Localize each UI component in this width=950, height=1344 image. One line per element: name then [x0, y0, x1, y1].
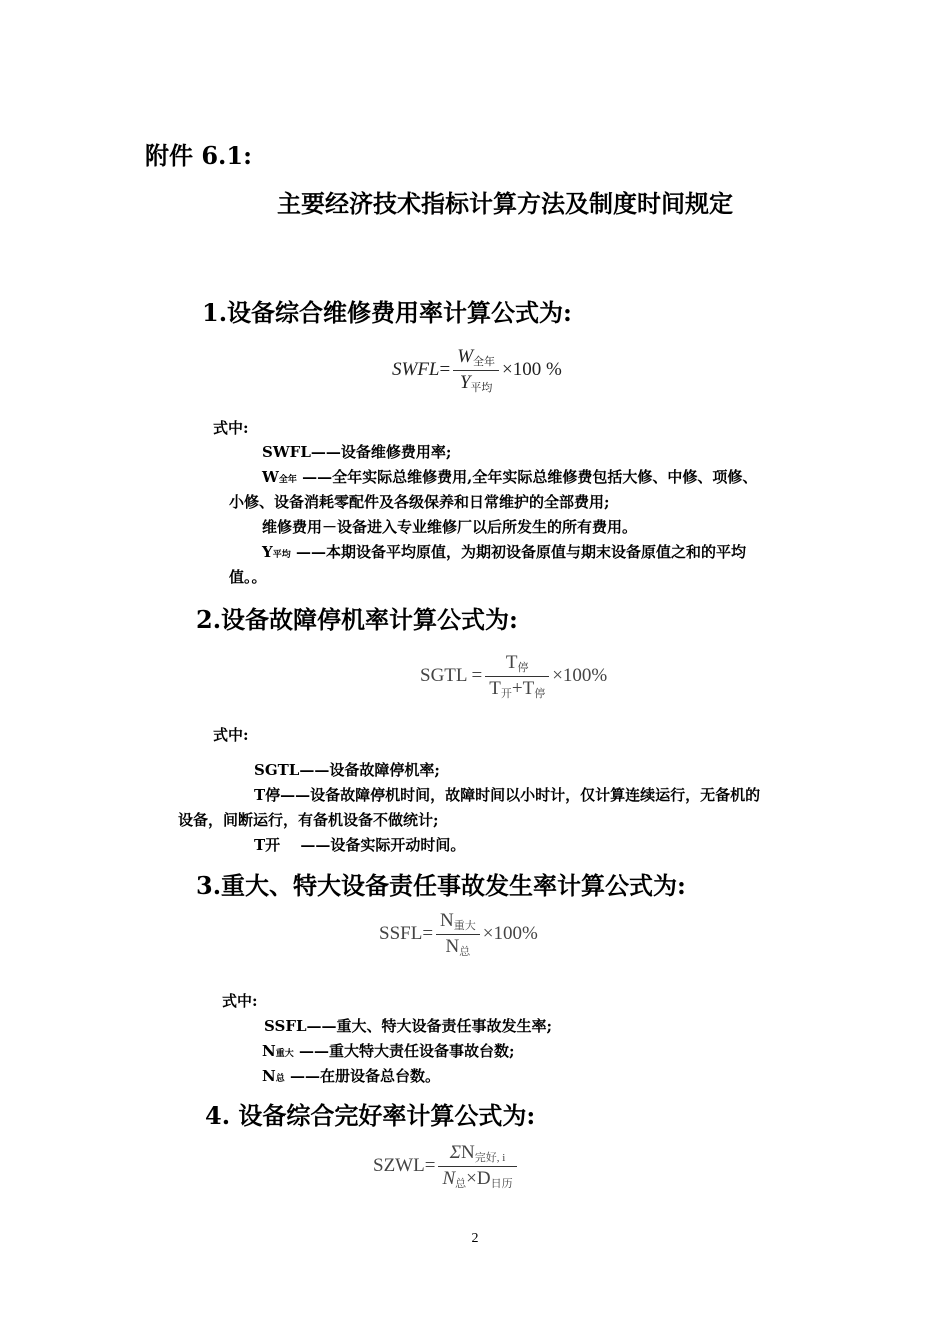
definition-line: 维修费用－设备进入专业维修厂以后所发生的所有费用。 — [262, 518, 638, 536]
document-title: 主要经济技术指标计算方法及制度时间规定 — [277, 189, 733, 218]
definition-line: 设备，间断运行，有备机设备不做统计; — [178, 811, 439, 829]
definition-line: T停——设备故障停机时间，故障时间以小时计，仅计算连续运行，无备机的 — [254, 786, 761, 804]
numerator-subscript: 完好, i — [474, 1152, 506, 1164]
definition-line: N总 ——在册设备总台数。 — [262, 1067, 440, 1085]
formula-multiplier: ×100 % — [502, 358, 562, 380]
denominator-subscript: 平均 — [470, 382, 493, 394]
section-4-heading: 4. 设备综合完好率计算公式为: — [205, 1101, 536, 1130]
attachment-label: 附件 6.1: — [145, 141, 252, 170]
numerator-subscript: 停 — [517, 662, 529, 674]
formula-fraction — [453, 346, 499, 395]
formula-equals: = — [439, 358, 451, 380]
numerator-subscript: 全年 — [473, 356, 496, 368]
denominator-symbol: Y — [459, 372, 471, 393]
formula-swfl — [392, 346, 562, 395]
definition-line: SSFL——重大、特大设备责任事故发生率; — [264, 1017, 553, 1035]
numerator-symbol: N — [440, 910, 454, 931]
definition-line: Y平均 ——本期设备平均原值，为期初设备原值与期末设备原值之和的平均 — [262, 543, 746, 561]
formula-lhs: SZWL — [373, 1154, 425, 1176]
formula-lhs: SWFL — [392, 358, 440, 380]
formula-sgtl — [420, 652, 607, 701]
formula-fraction: $\frac{\text{T停}}{\text{T开+T停}}$ — [485, 652, 549, 701]
section-3-heading: 3.重大、特大设备责任事故发生率计算公式为: — [196, 871, 686, 900]
denominator-symbol: N — [445, 936, 460, 957]
formula-multiplier: ×100% — [552, 664, 608, 686]
definition-line: 值。。 — [229, 568, 267, 586]
formula-szwl — [373, 1142, 520, 1191]
formula-fraction — [436, 910, 480, 959]
numerator-subscript: 重大 — [453, 920, 476, 932]
definition-line: 小修、设备消耗零配件及各级保养和日常维护的全部费用; — [229, 493, 610, 511]
page-number: 2 — [471, 1231, 479, 1246]
formula-ssfl — [379, 910, 538, 959]
section-2-heading: 2.设备故障停机率计算公式为: — [196, 605, 518, 634]
definition-line: T开 ——设备实际开动时间。 — [254, 836, 466, 854]
section-2-shizhong: 式中: — [213, 726, 249, 744]
formula-equals: = — [422, 922, 434, 944]
formula-multiplier: ×100% — [482, 922, 538, 944]
numerator-symbol: N — [461, 1142, 475, 1163]
formula-lhs: SSFL — [379, 922, 423, 944]
formula-equals: = — [471, 664, 483, 686]
formula-lhs: SGTL — [420, 664, 467, 686]
denominator-subscript: 总 — [459, 946, 471, 958]
numerator-symbol: W — [457, 346, 474, 367]
section-3-shizhong: 式中: — [222, 992, 258, 1010]
definition-line: SGTL——设备故障停机率; — [254, 761, 440, 779]
section-1-heading: 1.设备综合维修费用率计算公式为: — [202, 298, 572, 327]
formula-equals: = — [424, 1154, 436, 1176]
formula-fraction: $\frac{\text{ΣN完好, i}}{\text{N总×D日历}}$ — [438, 1142, 516, 1191]
sigma-symbol: Σ — [449, 1142, 461, 1163]
numerator-symbol: T — [505, 652, 518, 673]
section-1-shizhong: 式中: — [213, 419, 249, 437]
definition-line: SWFL——设备维修费用率; — [262, 443, 452, 461]
definition-line: W全年 ——全年实际总维修费用,全年实际总维修费包括大修、中修、项修、 — [262, 468, 758, 486]
definition-line: N重大 ——重大特大责任设备事故台数; — [262, 1042, 515, 1060]
